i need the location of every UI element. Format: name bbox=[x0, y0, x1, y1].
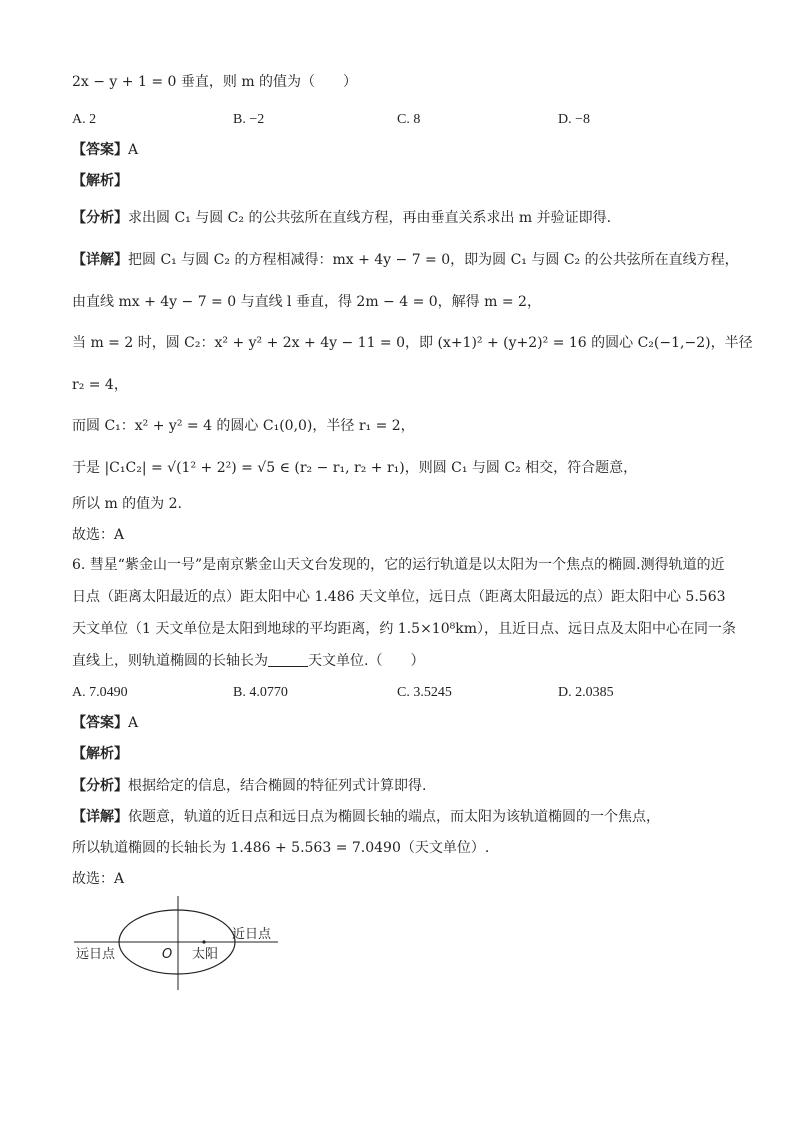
q6-stem-line-4: 直线上，则轨道椭圆的长轴长为 天文单位.（ ） bbox=[72, 653, 425, 669]
q5-option-b: B. −2 bbox=[233, 112, 265, 127]
q5-conclusion: 故选：A bbox=[72, 527, 125, 543]
q6-option-d: D. 2.0385 bbox=[558, 685, 614, 700]
answer-blank bbox=[268, 652, 308, 667]
q5-xiangjie-line-7: 所以 m 的值为 2. bbox=[72, 496, 182, 512]
q5-xiangjie-line-5: 而圆 C₁：x² + y² = 4 的圆心 C₁(0,0)，半径 r₁ = 2， bbox=[72, 418, 415, 434]
q5-xiangjie-line-1: 【详解】把圆 C₁ 与圆 C₂ 的方程相减得：mx + 4y − 7 = 0，即为圆 C₁ 与圆 C₂ 的公共弦所在直线方程， bbox=[72, 252, 739, 268]
q5-xiangjie-line-2: 由直线 mx + 4y − 7 = 0 与直线 l 垂直，得 2m − 4 = 0，解得 m = 2， bbox=[72, 294, 541, 310]
orbit-figure bbox=[72, 896, 282, 992]
q5-xiangjie-line-4: r₂ = 4， bbox=[72, 377, 128, 393]
q6-analysis-label: 【解析】 bbox=[72, 746, 128, 762]
q5-fenxi: 【分析】求出圆 C₁ 与圆 C₂ 的公共弦所在直线方程，再由垂直关系求出 m 并验证即得. bbox=[72, 210, 612, 226]
perihelion-label: 近日点 bbox=[232, 927, 272, 942]
q5-xiangjie-line-6: 于是 |C₁C₂| = √(1² + 2²) = √5 ∈ (r₂ − r₁, r₂ + r₁)，则圆 C₁ 与圆 C₂ 相交，符合题意， bbox=[72, 460, 638, 476]
q6-fenxi: 【分析】根据给定的信息，结合椭圆的特征列式计算即得. bbox=[72, 778, 427, 794]
q6-conclusion: 故选：A bbox=[72, 871, 125, 887]
q6-xiangjie-line-1: 【详解】依题意，轨道的近日点和远日点为椭圆长轴的端点，而太阳为该轨道椭圆的一个焦点， bbox=[72, 809, 660, 825]
q5-answer bbox=[72, 140, 138, 160]
q6-stem-line-1: 6. 彗星“紫金山一号”是南京紫金山天文台发现的，它的运行轨道是以太阳为一个焦点的椭圆.测得轨道的近 bbox=[72, 557, 725, 573]
q6-option-b: B. 4.0770 bbox=[233, 685, 288, 700]
q6-stem-line-2: 日点（距离太阳最近的点）距太阳中心 1.486 天文单位，远日点（距离太阳最远的点）距太阳中心 5.563 bbox=[72, 589, 726, 605]
q6-stem-line-3: 天文单位（1 天文单位是太阳到地球的平均距离，约 1.5×10⁸km），且近日点、远日点及太阳中心在同一条 bbox=[72, 621, 736, 637]
aphelion-label: 远日点 bbox=[76, 947, 116, 962]
sun-point bbox=[202, 940, 205, 943]
q5-xiangjie-line-3: 当 m = 2 时，圆 C₂：x² + y² + 2x + 4y − 11 = 0，即 (x+1)² + (y+2)² = 16 的圆心 C₂(−1,−2)，半径 bbox=[72, 335, 753, 351]
q5-analysis-label: 【解析】 bbox=[72, 173, 128, 189]
q5-option-c: C. 8 bbox=[397, 112, 421, 127]
answer-value: A bbox=[128, 142, 139, 158]
q5-option-a: A. 2 bbox=[72, 112, 97, 127]
q5-stem-tail: 2x − y + 1 = 0 垂直，则 m 的值为（ ） bbox=[72, 74, 358, 90]
q6-option-a: A. 7.0490 bbox=[72, 685, 128, 700]
q6-answer: 【答案】A bbox=[72, 715, 139, 731]
answer-label: 【答案】 bbox=[72, 142, 128, 158]
origin-label: O bbox=[162, 947, 173, 962]
q6-option-c: C. 3.5245 bbox=[397, 685, 452, 700]
q6-xiangjie-line-2: 所以轨道椭圆的长轴长为 1.486 + 5.563 = 7.0490（天文单位）. bbox=[72, 840, 490, 856]
q5-option-d: D. −8 bbox=[558, 112, 591, 127]
sun-label: 太阳 bbox=[192, 947, 219, 962]
